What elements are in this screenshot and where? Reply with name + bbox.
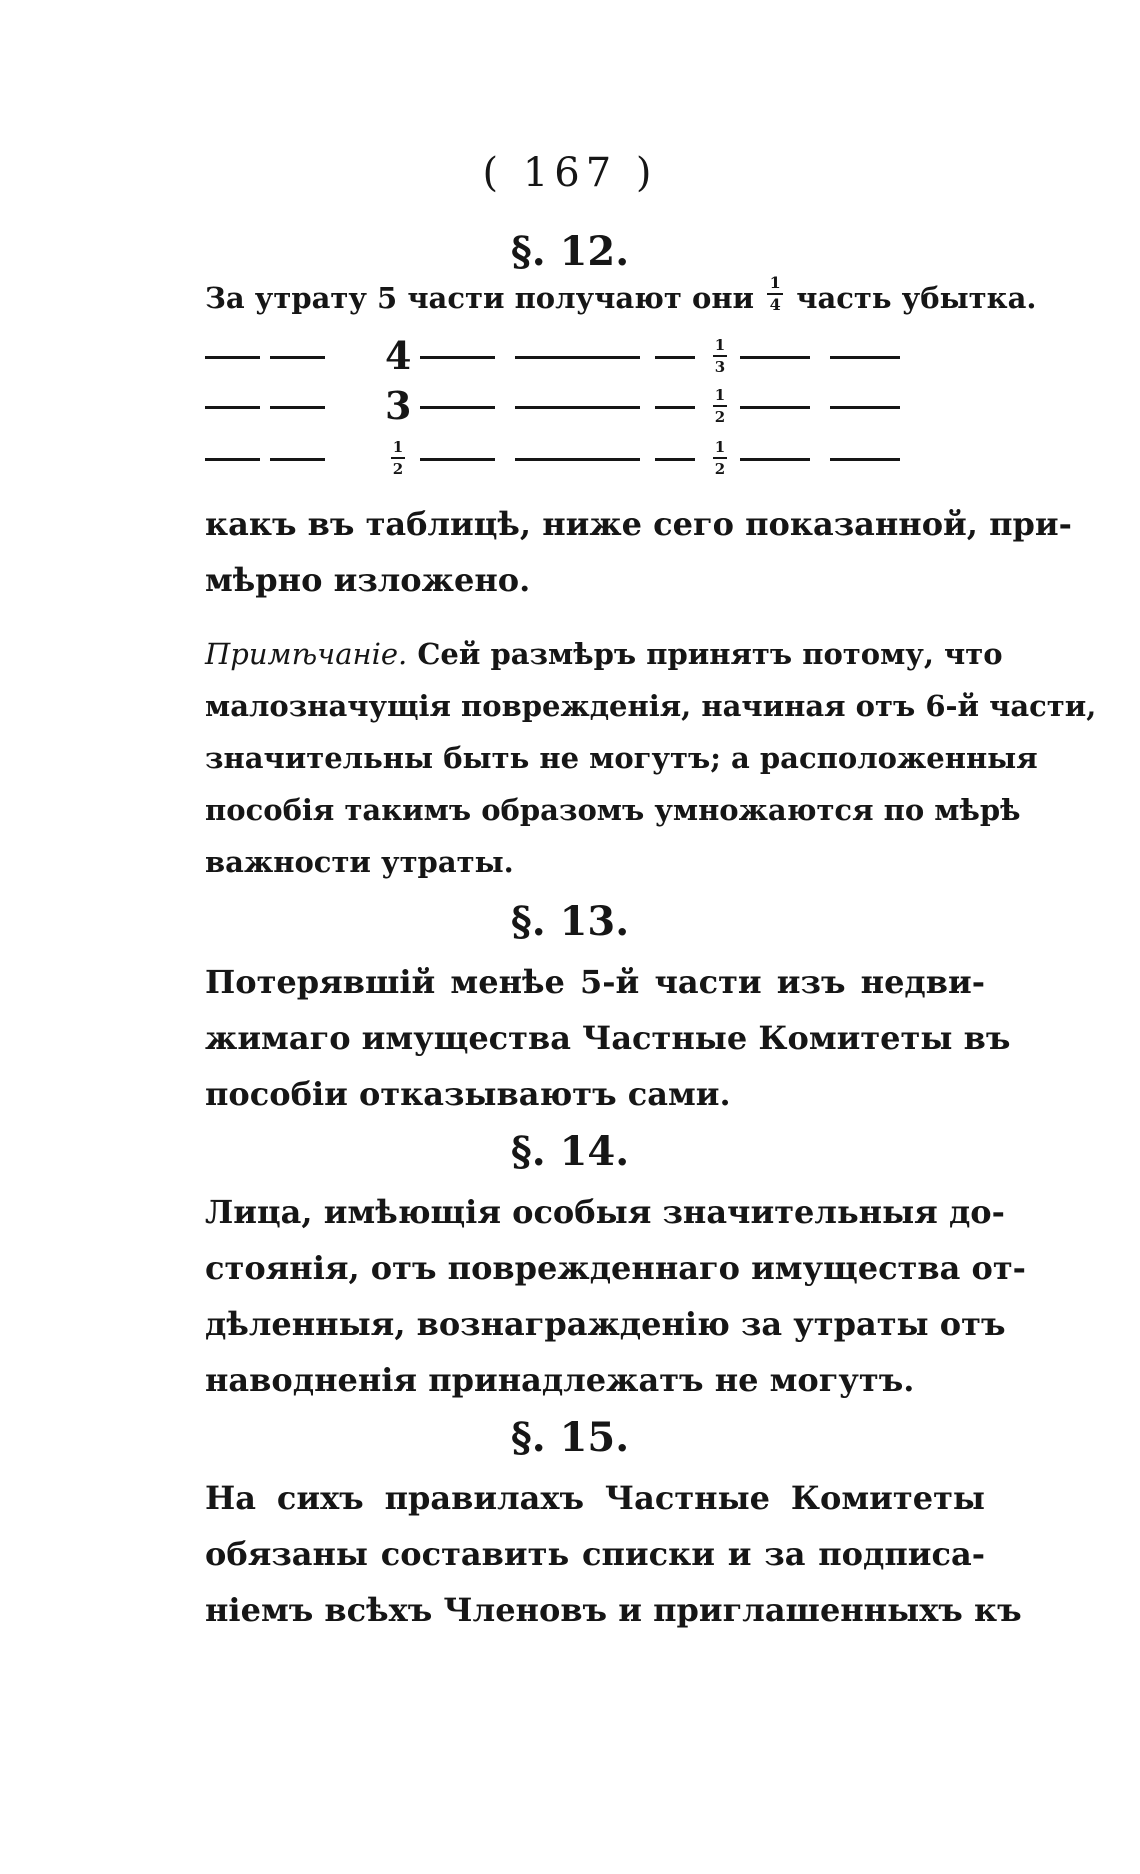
section-12-intro: За утрату 5 части получают они $\frac{1}{4}$ часть убытка.: [205, 273, 1037, 315]
paragraph-line: На сихъ правилахъ Частные Комитеты: [205, 1479, 985, 1517]
note-line: значительны быть не могутъ; а расположенныя: [205, 741, 1038, 775]
paragraph-line: стоянія, отъ поврежденнаго имущества от-: [205, 1249, 1026, 1287]
note-label: Примѣчаніе.: [205, 637, 408, 671]
note-first-line: Примѣчаніе. Сей размѣръ принятъ потому, что: [205, 637, 1003, 671]
note-line: малозначущія поврежденія, начиная отъ 6-й части,: [205, 689, 1097, 723]
table-row: 1 2 1 2: [205, 436, 985, 480]
table-row: 4 1 3: [205, 334, 985, 378]
page-number: ( 167 ): [482, 150, 658, 196]
paragraph-line: Потерявшій менѣе 5-й части изъ недви-: [205, 963, 985, 1001]
note-line: важности утраты.: [205, 845, 514, 879]
paragraph-line: дѣленныя, вознагражденію за утраты отъ: [205, 1305, 1006, 1343]
paragraph-line: мѣрно изложено.: [205, 561, 531, 599]
paragraph-line: пособіи отказываютъ сами.: [205, 1075, 731, 1113]
section-heading-12: §. 12.: [510, 228, 630, 275]
paragraph-line: Лица, имѣющія особыя значительныя до-: [205, 1193, 1005, 1231]
note-line: пособія такимъ образомъ умножаются по мѣрѣ: [205, 793, 1021, 827]
paragraph-line: обязаны составить списки и за подписа-: [205, 1535, 985, 1573]
paragraph-line: наводненія принадлежатъ не могутъ.: [205, 1361, 915, 1399]
paragraph-line: ніемъ всѣхъ Членовъ и приглашенныхъ къ: [205, 1591, 1022, 1629]
section-heading-15: §. 15.: [510, 1414, 630, 1461]
table-row: 3 1 2: [205, 384, 985, 428]
paragraph-line: какъ въ таблицѣ, ниже сего показанной, при-: [205, 505, 1072, 543]
section-heading-14: §. 14.: [510, 1128, 630, 1175]
section-heading-13: §. 13.: [510, 898, 630, 945]
paragraph-line: жимаго имущества Частные Комитеты въ: [205, 1019, 1011, 1057]
